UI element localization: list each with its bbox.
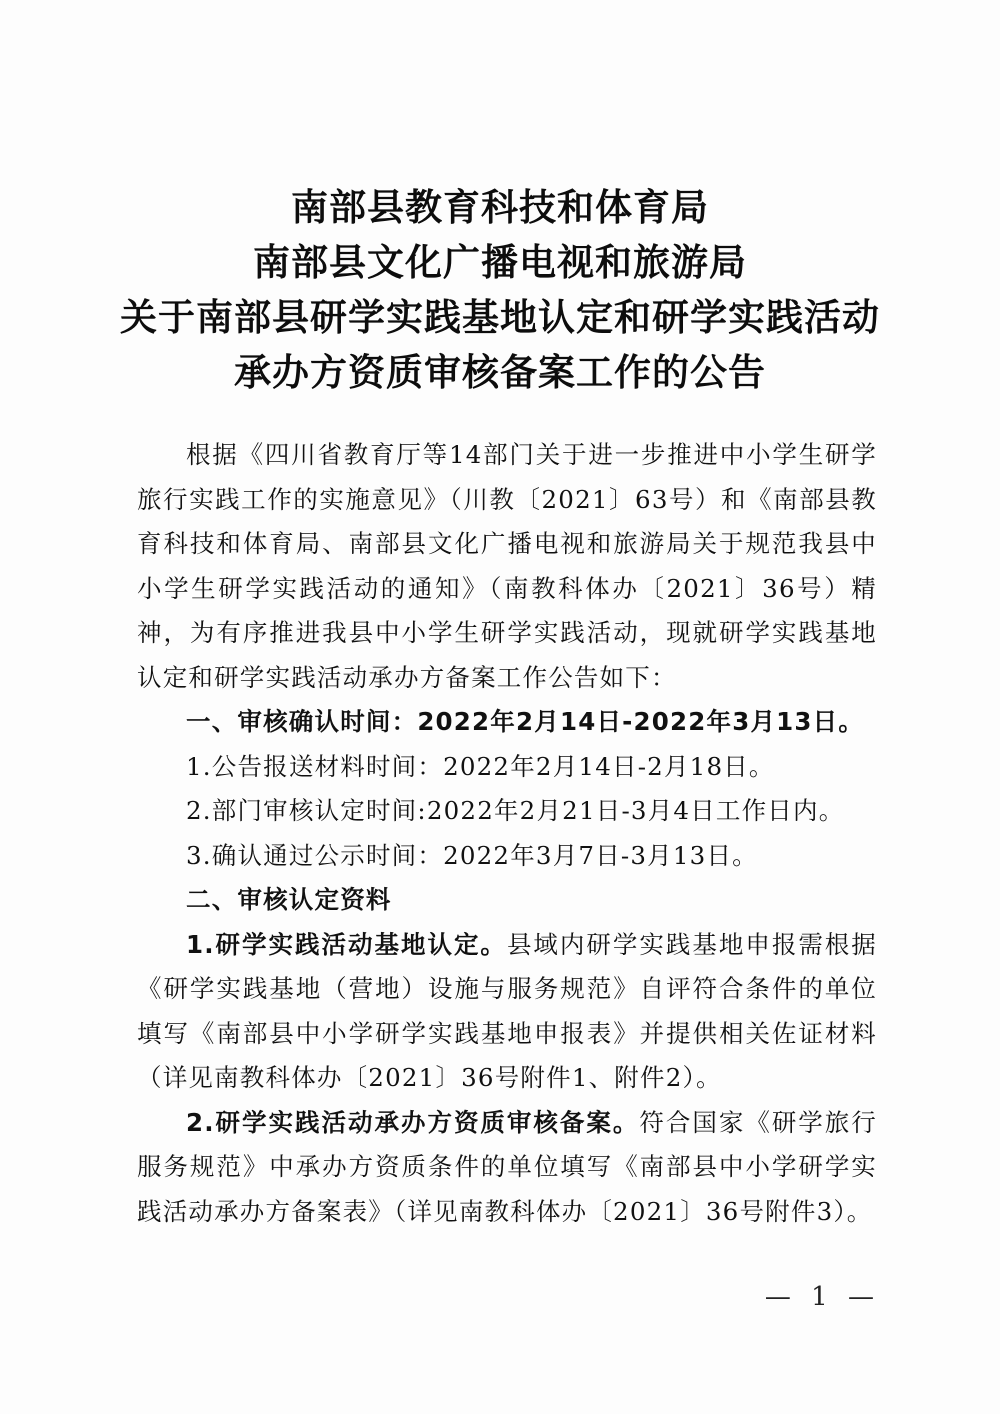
item-2-1-text: 县域内研学实践基地申报需根据《研学实践基地（营地）设施与服务规范》自评符合条件的单位填写《南部县中小学研学实践基地申报表》并提供相关佐证材料（详见南教科体办〔2021〕36号附件1、附件2）。	[137, 929, 877, 1092]
title-line-1: 南部县教育科技和体育局	[291, 186, 709, 229]
title-line-2: 南部县文化广播电视和旅游局	[253, 241, 747, 284]
section-1-heading: 一、审核确认时间：	[186, 707, 418, 736]
item-2-1-heading: 1.研学实践活动基地认定。	[186, 929, 507, 959]
item-2-2	[137, 1101, 877, 1235]
section-2-heading: 二、审核认定资料	[186, 885, 392, 914]
item-1-3: 3.确认通过公示时间：2022年3月7日-3月13日。	[186, 840, 758, 870]
document-title	[90, 180, 910, 400]
title-line-3: 关于南部县研学实践基地认定和研学实践活动	[120, 296, 880, 339]
intro-paragraph: 根据《四川省教育厅等14部门关于进一步推进中小学生研学旅行实践工作的实施意见》（川教〔2021〕63号）和《南部县教育科技和体育局、南部县文化广播电视和旅游局关于规范我县中小学生研学实践活动的通知》（南教科体办〔2021〕36号）精神，为有序推进我县中小学生研学实践活动，现就研学实践基地认定和研学实践活动承办方备案工作公告如下：	[137, 440, 877, 692]
section-1-text: 2022年2月14日-2022年3月13日。	[417, 707, 865, 736]
section-1-paragraph	[137, 700, 877, 745]
section-2-paragraph	[137, 878, 877, 923]
item-2-2-text: 符合国家《研学旅行服务规范》中承办方资质条件的单位填写《南部县中小学研学实践活动承办方备案表》（详见南教科体办〔2021〕36号附件3）。	[137, 1107, 877, 1226]
document-body	[137, 433, 877, 1234]
item-1-1: 1.公告报送材料时间：2022年2月14日-2月18日。	[186, 751, 775, 781]
title-line-4: 承办方资质审核备案工作的公告	[234, 351, 766, 394]
page-number: — 1 —	[764, 1282, 880, 1312]
item-2-2-heading: 2.研学实践活动承办方资质审核备案。	[186, 1107, 640, 1137]
item-1-2: 2.部门审核认定时间:2022年2月21日-3月4日工作日内。	[186, 796, 845, 825]
item-2-1	[137, 923, 877, 1101]
